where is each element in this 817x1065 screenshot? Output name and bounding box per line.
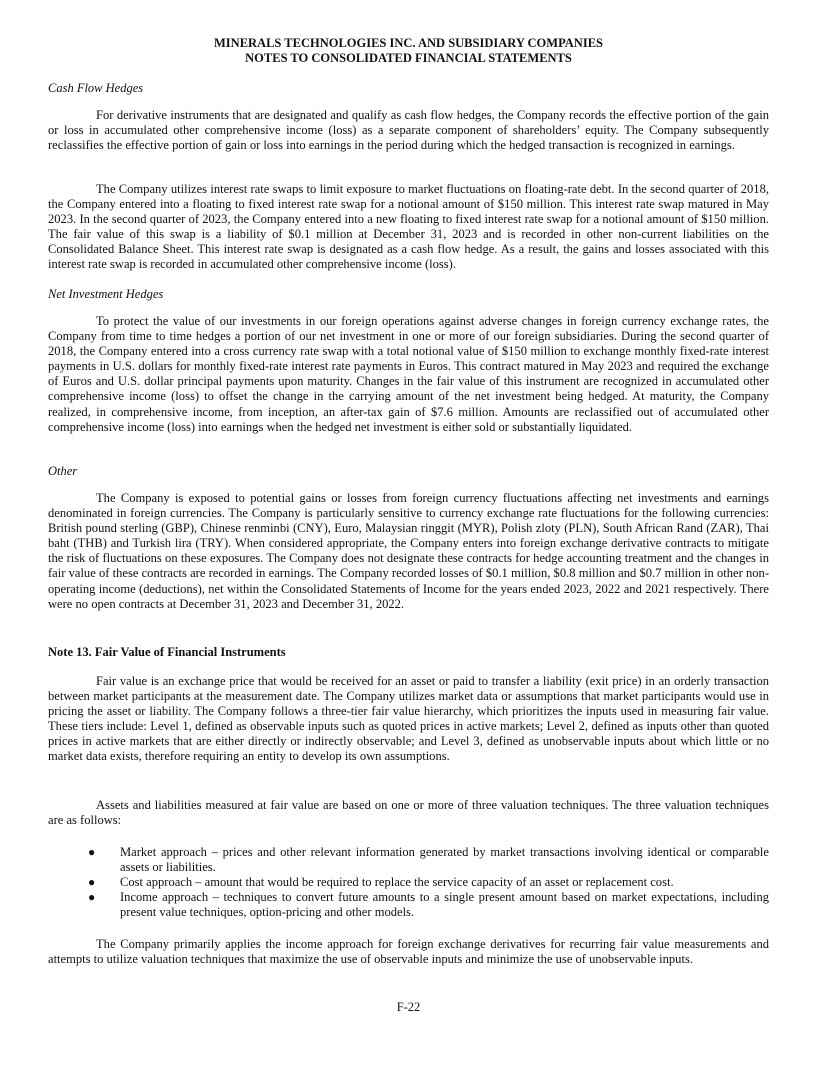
cash-flow-hedges-heading: Cash Flow Hedges [48, 81, 144, 95]
bullet-icon: ● [88, 845, 96, 859]
other-paragraph: The Company is exposed to potential gains or losses from foreign currency fluctuations affecting net investments and earnings denominated in foreign currencies. The Company is particularly sensitive to currency exchange rate fluctuations for the following currencies: British pound sterling (GBP), Chinese renminbi (CNY), Euro, Malaysian ringgit (MYR), Polish zloty (PLN), South African Rand (ZAR), Thai baht (THB) and Turkish lira (TRY). When considered appropriate, the Company enters into foreign exchange derivative contracts to mitigate the risk of fluctuations on these exposures. The Company does not designate these contracts for hedge accounting treatment and the changes in fair value of these contracts are recorded in earnings. The Company recorded losses of $0.1 million, $0.8 million and $0.7 million in other non-operating income (deductions), net within the Consolidated Statements of Income for the years ended 2023, 2022 and 2021 respectively. There were no open contracts at December 31, 2023 and December 31, 2022. [48, 491, 769, 611]
list-item [48, 890, 769, 920]
company-name-header: MINERALS TECHNOLOGIES INC. AND SUBSIDIARY COMPANIES [214, 36, 603, 50]
list-item [48, 845, 769, 875]
valuation-techniques-intro: Assets and liabilities measured at fair value are based on one or more of three valuation techniques. The three valuation techniques are as follows: [48, 798, 769, 828]
bullet-text-income-approach: Income approach – techniques to convert future amounts to a single present amount based on market expectations, including present value techniques, option-pricing and other models. [120, 890, 769, 920]
bullet-icon: ● [88, 875, 96, 890]
net-investment-paragraph: To protect the value of our investments in our foreign operations against adverse changes in foreign currency exchange rates, the Company from time to time hedges a portion of our net investment in one or more of our foreign subsidiaries. During the second quarter of 2018, the Company entered into a cross currency rate swap with a total notional value of $150 million to exchange monthly fixed-rate interest payments in U.S. dollars for monthly fixed-rate interest rate payments in Euros. This contract matured in May 2023 and required the exchange of Euros and U.S. dollar principal payments upon maturity. Changes in the fair value of this instrument are recognized in accumulated other comprehensive income (loss) to offset the change in the carrying amount of the net investment being hedged. At maturity, the Company realized, in comprehensive income, from inception, an after-tax gain of $7.6 million. Amounts are reclassified out of accumulated other comprehensive income (loss) into earnings when the hedged net investment is either sold or substantially liquidated. [48, 314, 769, 434]
list-item [48, 875, 769, 890]
income-approach-paragraph: The Company primarily applies the income approach for foreign exchange derivatives for recurring fair value measurements and attempts to utilize valuation techniques that maximize the use of observable inputs and minimize the use of unobservable inputs. [48, 937, 769, 967]
note-13-heading: Note 13. Fair Value of Financial Instruments [48, 645, 286, 659]
notes-title-header: NOTES TO CONSOLIDATED FINANCIAL STATEMENTS [245, 51, 572, 65]
page-number: F-22 [396, 1000, 421, 1014]
bullet-text-cost-approach: Cost approach – amount that would be required to replace the service capacity of an asset or replacement cost. [120, 875, 674, 890]
cash-flow-paragraph-2: The Company utilizes interest rate swaps to limit exposure to market fluctuations on floating-rate debt. In the second quarter of 2018, the Company entered into a floating to fixed interest rate swap for a notional amount of $150 million. This interest rate swap matured in May 2023. In the second quarter of 2023, the Company entered into a new floating to fixed interest rate swap for a notional amount of $150 million. The fair value of this swap is a liability of $0.1 million at December 31, 2023 and is recorded in other non-current liabilities on the Consolidated Balance Sheet. This interest rate swap is designated as a cash flow hedge. As a result, the gains and losses associated with this interest rate swap is recorded in accumulated other comprehensive income (loss). [48, 182, 769, 272]
net-investment-hedges-heading: Net Investment Hedges [48, 287, 164, 301]
bullet-text-market-approach: Market approach – prices and other relevant information generated by market transactions involving identical or comparable assets or liabilities. [120, 845, 769, 875]
other-heading: Other [48, 464, 78, 478]
cash-flow-paragraph-1: For derivative instruments that are designated and qualify as cash flow hedges, the Company records the effective portion of the gain or loss in accumulated other comprehensive income (loss) as a separate component of shareholders’ equity. The Company subsequently reclassifies the effective portion of gain or loss into earnings in the period during which the hedged transaction is recognized in earnings. [48, 108, 769, 153]
bullet-icon: ● [88, 890, 96, 905]
fair-value-paragraph: Fair value is an exchange price that would be received for an asset or paid to transfer a liability (exit price) in an orderly transaction between market participants at the measurement date. The Company utilizes market data or assumptions that market participants would use in pricing the asset or liability. The Company follows a three-tier fair value hierarchy, which prioritizes the inputs used in measuring fair value. These tiers include: Level 1, defined as observable inputs such as quoted prices in active markets; Level 2, defined as inputs other than quoted prices in active markets that are either directly or indirectly observable; and Level 3, defined as unobservable inputs about which little or no market data exists, therefore requiring an entity to develop its own assumptions. [48, 674, 769, 764]
valuation-techniques-list [48, 845, 769, 920]
